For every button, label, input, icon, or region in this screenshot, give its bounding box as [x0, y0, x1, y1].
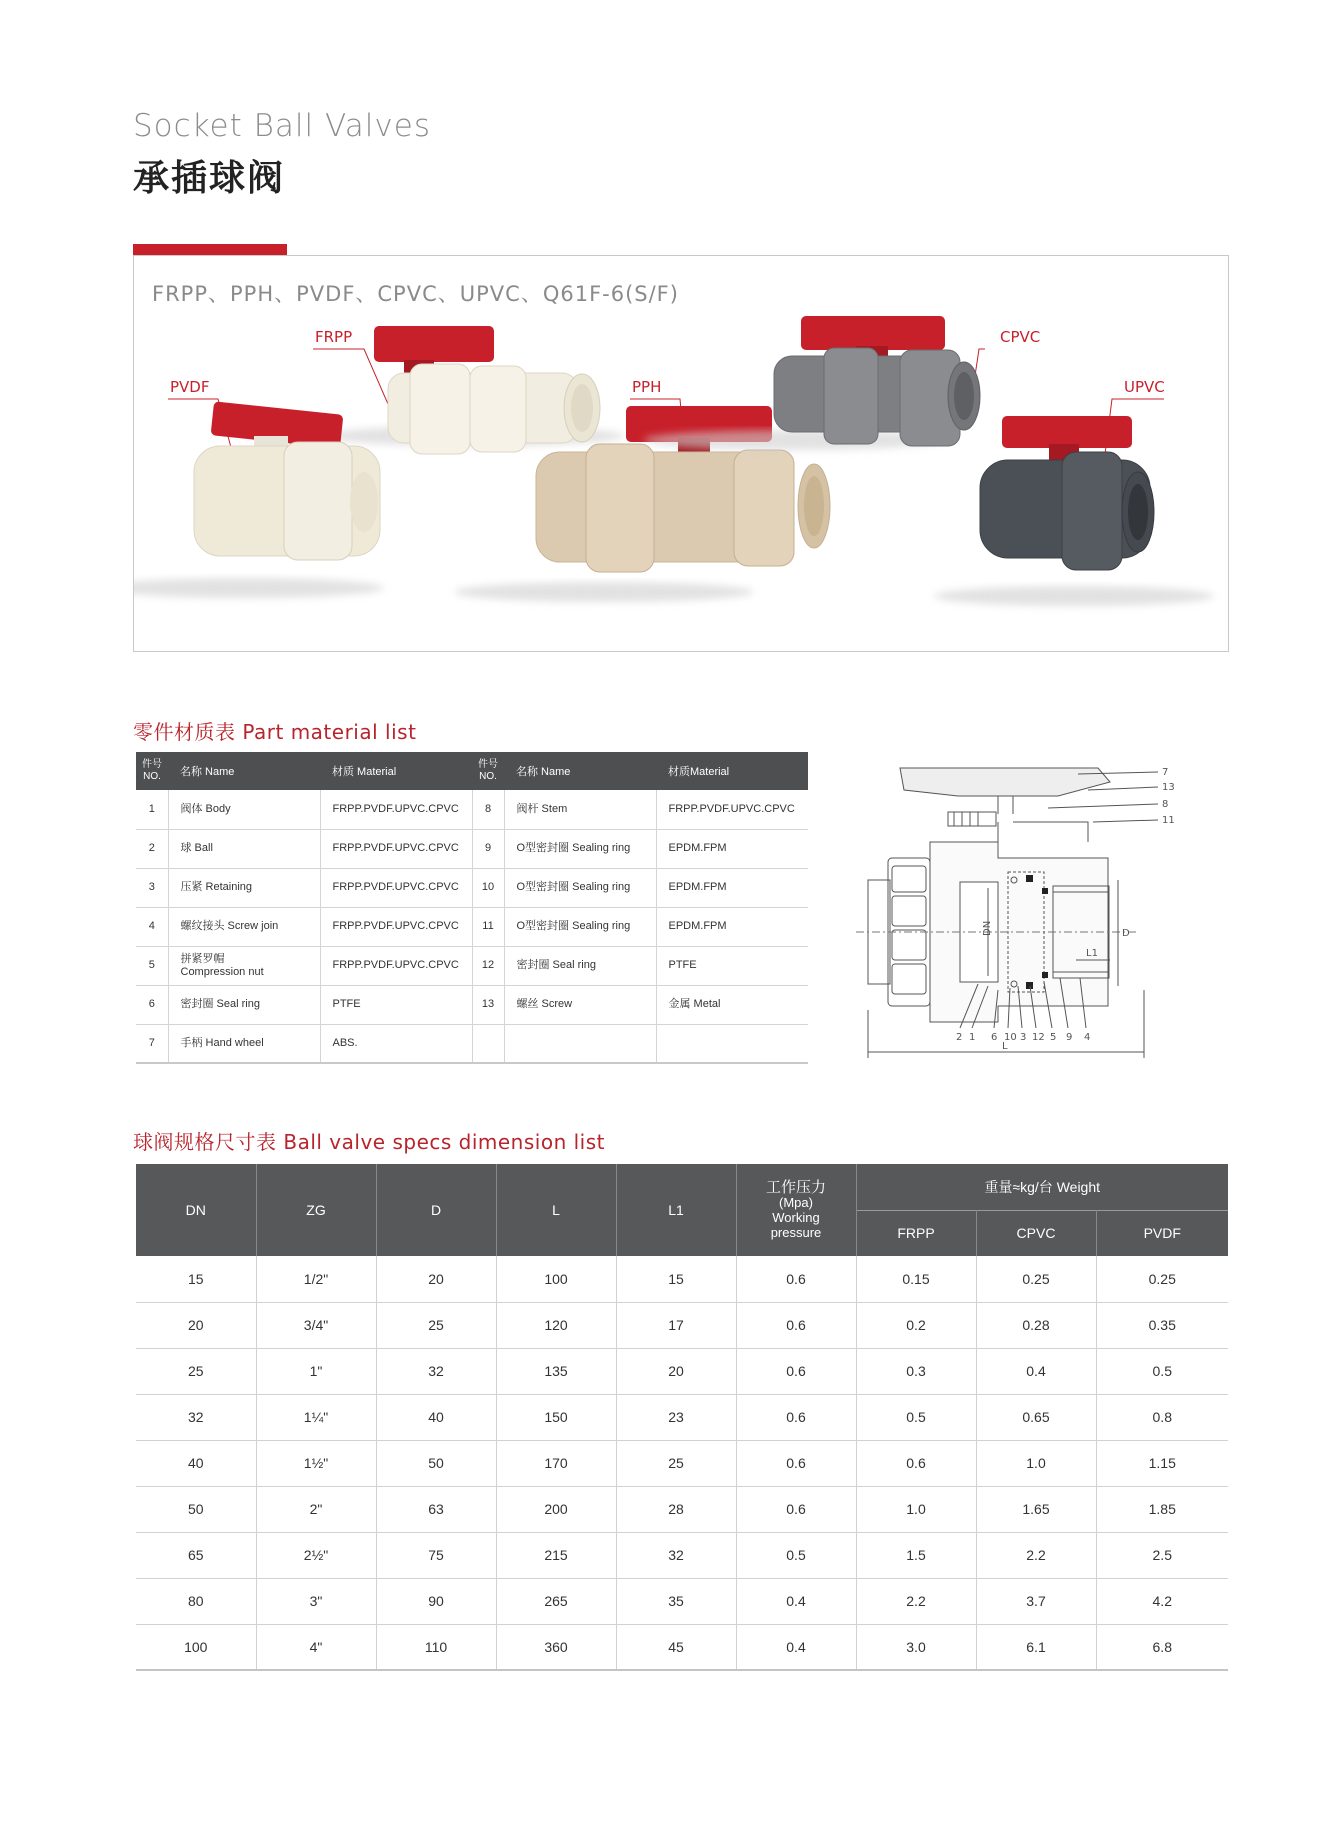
cell-pvdf: 6.8	[1096, 1624, 1228, 1670]
cell-frpp: 0.5	[856, 1394, 976, 1440]
table-row	[136, 1302, 1228, 1348]
diagram-label-1: 1	[969, 1032, 976, 1043]
diagram-dim-l: L	[1002, 1041, 1008, 1052]
cell-zg: 1/2"	[256, 1256, 376, 1302]
part-no-2: 10	[472, 868, 504, 907]
cell-d: 110	[376, 1624, 496, 1670]
table-row	[136, 1440, 1228, 1486]
cell-dn: 40	[136, 1440, 256, 1486]
cell-zg: 3/4"	[256, 1302, 376, 1348]
cell-dn: 100	[136, 1624, 256, 1670]
table-row	[136, 1532, 1228, 1578]
part-material-2: EPDM.FPM	[656, 868, 808, 907]
callout-upvc: UPVC	[1124, 378, 1165, 396]
header-l: L	[496, 1164, 616, 1256]
diagram-label-8: 8	[1162, 799, 1169, 810]
diagram-dim-l1: L1	[1086, 948, 1098, 959]
table-row	[136, 1394, 1228, 1440]
part-material: FRPP.PVDF.UPVC.CPVC	[320, 829, 472, 868]
part-name: 压紧 Retaining	[168, 868, 320, 907]
cell-cpvc: 6.1	[976, 1624, 1096, 1670]
cell-dn: 50	[136, 1486, 256, 1532]
cell-dn: 20	[136, 1302, 256, 1348]
cell-frpp: 1.5	[856, 1532, 976, 1578]
callout-frpp: FRPP	[315, 328, 353, 346]
cell-wp: 0.6	[736, 1440, 856, 1486]
cell-d: 90	[376, 1578, 496, 1624]
part-material: FRPP.PVDF.UPVC.CPVC	[320, 946, 472, 985]
part-material: FRPP.PVDF.UPVC.CPVC	[320, 868, 472, 907]
cell-dn: 25	[136, 1348, 256, 1394]
cell-wp: 0.4	[736, 1578, 856, 1624]
cell-zg: 3"	[256, 1578, 376, 1624]
cell-l: 150	[496, 1394, 616, 1440]
diagram-label-9: 9	[1066, 1032, 1073, 1043]
table-row	[136, 985, 808, 1024]
cell-zg: 4"	[256, 1624, 376, 1670]
cell-l: 120	[496, 1302, 616, 1348]
cell-pvdf: 4.2	[1096, 1578, 1228, 1624]
cell-pvdf: 1.15	[1096, 1440, 1228, 1486]
header-zg: ZG	[256, 1164, 376, 1256]
cell-dn: 15	[136, 1256, 256, 1302]
cell-cpvc: 2.2	[976, 1532, 1096, 1578]
part-material-2: FRPP.PVDF.UPVC.CPVC	[656, 790, 808, 829]
callout-cpvc: CPVC	[1000, 328, 1041, 346]
specs-table	[136, 1164, 1228, 1671]
table-row	[136, 907, 808, 946]
part-no-2: 9	[472, 829, 504, 868]
cell-pvdf: 0.8	[1096, 1394, 1228, 1440]
header-l1: L1	[616, 1164, 736, 1256]
diagram-dim-d: D	[1122, 928, 1130, 939]
cell-zg: 1"	[256, 1348, 376, 1394]
part-name-2: O型密封圈 Sealing ring	[504, 829, 656, 868]
page-title-en: Socket Ball Valves	[133, 108, 431, 144]
cell-frpp: 2.2	[856, 1578, 976, 1624]
cell-l1: 15	[616, 1256, 736, 1302]
cell-l1: 32	[616, 1532, 736, 1578]
header-no-2: 件号 NO.	[472, 752, 504, 790]
header-working-pressure: 工作压力 (Mpa) Working pressure	[736, 1164, 856, 1256]
part-no: 3	[136, 868, 168, 907]
part-no-2: 8	[472, 790, 504, 829]
cell-l: 265	[496, 1578, 616, 1624]
cell-cpvc: 0.65	[976, 1394, 1096, 1440]
specs-title: 球阀规格尺寸表 Ball valve specs dimension list	[133, 1130, 605, 1154]
part-name-2: 阀杆 Stem	[504, 790, 656, 829]
cell-pvdf: 0.5	[1096, 1348, 1228, 1394]
cell-cpvc: 0.25	[976, 1256, 1096, 1302]
cell-l: 100	[496, 1256, 616, 1302]
diagram-label-5: 5	[1050, 1032, 1057, 1043]
table-row	[136, 1578, 1228, 1624]
specs-header-row	[136, 1164, 1228, 1210]
cell-frpp: 3.0	[856, 1624, 976, 1670]
cell-pvdf: 0.35	[1096, 1302, 1228, 1348]
part-name: 阀体 Body	[168, 790, 320, 829]
header-weight: 重量≈kg/台 Weight	[856, 1164, 1228, 1210]
diagram-label-6: 6	[991, 1032, 998, 1043]
cell-cpvc: 1.0	[976, 1440, 1096, 1486]
table-row	[136, 829, 808, 868]
valve-photos	[134, 256, 1230, 653]
cell-wp: 0.4	[736, 1624, 856, 1670]
cell-cpvc: 0.4	[976, 1348, 1096, 1394]
diagram-label-4: 4	[1084, 1032, 1091, 1043]
cell-d: 40	[376, 1394, 496, 1440]
part-material-table	[136, 752, 808, 1064]
upvc-valve-image	[934, 416, 1214, 606]
part-name-2: O型密封圈 Sealing ring	[504, 907, 656, 946]
section-accent-bar	[133, 244, 287, 255]
cell-l: 135	[496, 1348, 616, 1394]
part-material-2: EPDM.FPM	[656, 907, 808, 946]
cell-d: 50	[376, 1440, 496, 1486]
part-no: 4	[136, 907, 168, 946]
header-no: 件号 NO.	[136, 752, 168, 790]
part-material: ABS.	[320, 1024, 472, 1063]
callout-pvdf: PVDF	[170, 378, 210, 396]
part-no-2: 13	[472, 985, 504, 1024]
cell-d: 32	[376, 1348, 496, 1394]
cell-wp: 0.6	[736, 1256, 856, 1302]
cell-d: 63	[376, 1486, 496, 1532]
product-showcase	[133, 255, 1229, 652]
cell-wp: 0.6	[736, 1486, 856, 1532]
header-material: 材质 Material	[320, 752, 472, 790]
diagram-label-10: 10	[1004, 1032, 1017, 1043]
header-material-2: 材质Material	[656, 752, 808, 790]
cell-pvdf: 2.5	[1096, 1532, 1228, 1578]
table-row	[136, 1348, 1228, 1394]
cell-cpvc: 0.28	[976, 1302, 1096, 1348]
part-material: PTFE	[320, 985, 472, 1024]
diagram-label-3: 3	[1020, 1032, 1027, 1043]
cell-dn: 80	[136, 1578, 256, 1624]
cell-dn: 32	[136, 1394, 256, 1440]
cell-l1: 20	[616, 1348, 736, 1394]
part-material-2: 金属 Metal	[656, 985, 808, 1024]
cell-zg: 2"	[256, 1486, 376, 1532]
diagram-label-2: 2	[956, 1032, 963, 1043]
cell-d: 20	[376, 1256, 496, 1302]
header-pvdf: PVDF	[1096, 1210, 1228, 1256]
part-material: FRPP.PVDF.UPVC.CPVC	[320, 907, 472, 946]
part-name-2: 密封圈 Seal ring	[504, 946, 656, 985]
cell-zg: 1¼"	[256, 1394, 376, 1440]
cell-l: 360	[496, 1624, 616, 1670]
part-no-2: 11	[472, 907, 504, 946]
cell-frpp: 0.3	[856, 1348, 976, 1394]
part-material: FRPP.PVDF.UPVC.CPVC	[320, 790, 472, 829]
table-row	[136, 946, 808, 985]
header-frpp: FRPP	[856, 1210, 976, 1256]
part-no-2: 12	[472, 946, 504, 985]
diagram-drawing	[856, 768, 1158, 1058]
cell-cpvc: 1.65	[976, 1486, 1096, 1532]
cell-l: 170	[496, 1440, 616, 1486]
table-row	[136, 1486, 1228, 1532]
cell-l1: 23	[616, 1394, 736, 1440]
diagram-label-13: 13	[1162, 782, 1175, 793]
part-no: 2	[136, 829, 168, 868]
diagram-label-7: 7	[1162, 767, 1169, 778]
cell-d: 25	[376, 1302, 496, 1348]
frpp-valve-image	[324, 326, 624, 454]
cell-wp: 0.6	[736, 1348, 856, 1394]
part-name: 手柄 Hand wheel	[168, 1024, 320, 1063]
part-no: 5	[136, 946, 168, 985]
cell-l: 215	[496, 1532, 616, 1578]
part-name: 拼紧罗帽 Compression nut	[168, 946, 320, 985]
table-row	[136, 1624, 1228, 1670]
cell-frpp: 1.0	[856, 1486, 976, 1532]
cell-l1: 25	[616, 1440, 736, 1486]
table-row	[136, 1024, 808, 1063]
table-row	[136, 1256, 1228, 1302]
cell-l1: 28	[616, 1486, 736, 1532]
cell-dn: 65	[136, 1532, 256, 1578]
part-name: 球 Ball	[168, 829, 320, 868]
part-no: 6	[136, 985, 168, 1024]
part-material-2: EPDM.FPM	[656, 829, 808, 868]
diagram-label-11: 11	[1162, 815, 1175, 826]
callout-pph: PPH	[632, 378, 662, 396]
part-material-header-row	[136, 752, 808, 790]
part-no: 1	[136, 790, 168, 829]
cell-frpp: 0.2	[856, 1302, 976, 1348]
cell-pvdf: 1.85	[1096, 1486, 1228, 1532]
cell-l1: 45	[616, 1624, 736, 1670]
header-name-2: 名称 Name	[504, 752, 656, 790]
cell-l1: 35	[616, 1578, 736, 1624]
diagram-label-12: 12	[1032, 1032, 1045, 1043]
cell-frpp: 0.6	[856, 1440, 976, 1486]
part-material-2	[656, 1024, 808, 1063]
materials-line: FRPP、PPH、PVDF、CPVC、UPVC、Q61F-6(S/F)	[152, 282, 679, 306]
part-no-2	[472, 1024, 504, 1063]
part-no: 7	[136, 1024, 168, 1063]
page-title-cn: 承插球阀	[133, 158, 286, 199]
cell-l1: 17	[616, 1302, 736, 1348]
diagram-dim-dn: DN	[982, 920, 993, 936]
header-d: D	[376, 1164, 496, 1256]
cell-zg: 2½"	[256, 1532, 376, 1578]
cell-frpp: 0.15	[856, 1256, 976, 1302]
part-material-title: 零件材质表 Part material list	[133, 720, 417, 744]
cell-wp: 0.6	[736, 1302, 856, 1348]
cell-l: 200	[496, 1486, 616, 1532]
part-name: 螺纹接头 Screw join	[168, 907, 320, 946]
part-name-2	[504, 1024, 656, 1063]
header-name: 名称 Name	[168, 752, 320, 790]
header-dn: DN	[136, 1164, 256, 1256]
part-material-2: PTFE	[656, 946, 808, 985]
part-name-2: O型密封圈 Sealing ring	[504, 868, 656, 907]
valve-cross-section-diagram	[848, 760, 1198, 1072]
cell-pvdf: 0.25	[1096, 1256, 1228, 1302]
cell-wp: 0.6	[736, 1394, 856, 1440]
cell-wp: 0.5	[736, 1532, 856, 1578]
table-row	[136, 790, 808, 829]
part-name-2: 螺丝 Screw	[504, 985, 656, 1024]
cell-cpvc: 3.7	[976, 1578, 1096, 1624]
part-name: 密封圈 Seal ring	[168, 985, 320, 1024]
header-cpvc: CPVC	[976, 1210, 1096, 1256]
cell-d: 75	[376, 1532, 496, 1578]
table-row	[136, 868, 808, 907]
cell-zg: 1½"	[256, 1440, 376, 1486]
